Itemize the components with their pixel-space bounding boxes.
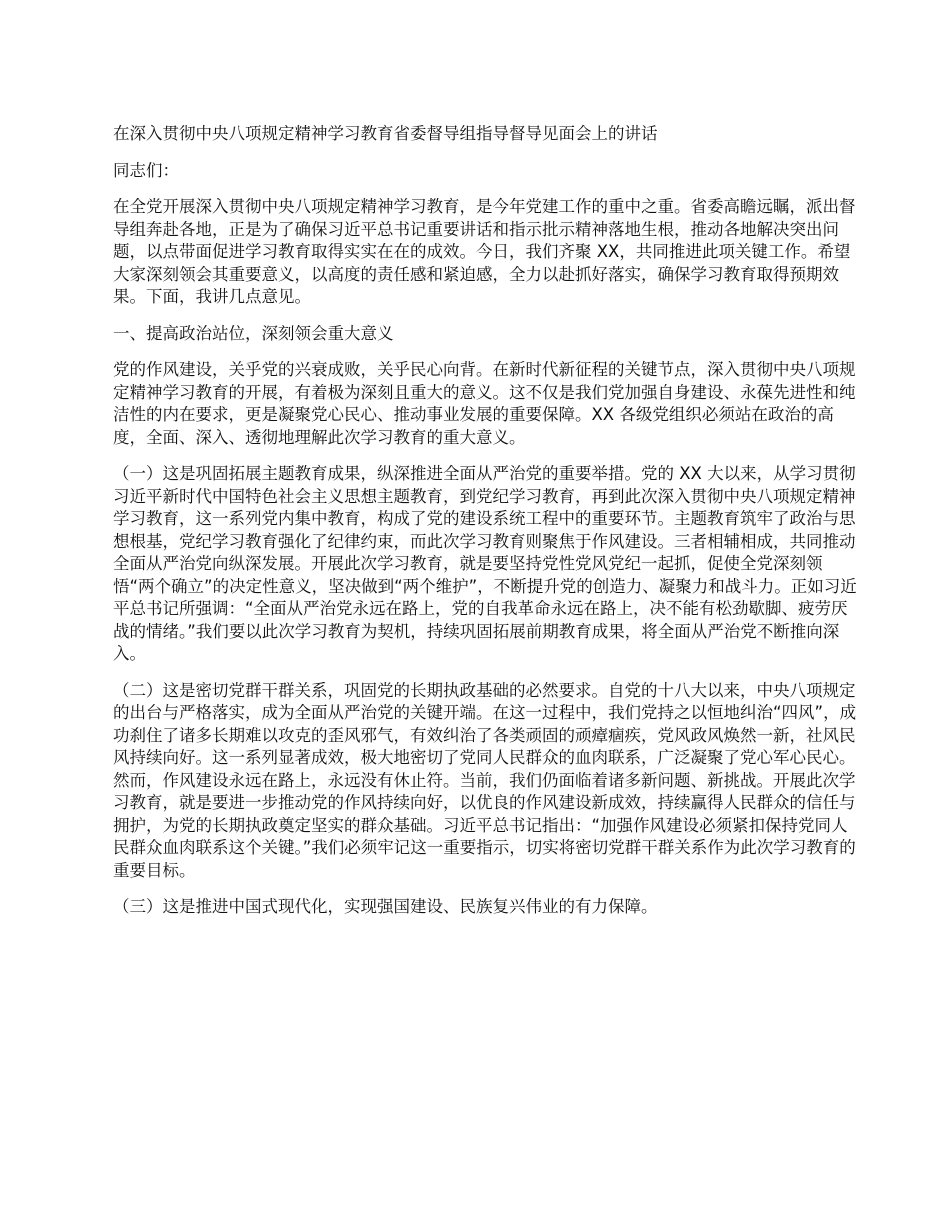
- section-heading-1: 一、提高政治站位，深刻领会重大意义: [113, 323, 394, 343]
- salutation: 同志们：: [113, 160, 179, 180]
- paragraph-point-2: （二）这是密切党群干群关系，巩固党的长期执政基础的必然要求。自党的十八大以来，中央八项规定的出台与严格落实，成为全面从严治党的关键开端。在这一过程中，我们党持之以恒地纠治“四风”，成功刹住了诸多长期难以攻克的歪风邪气，有效纠治了各类顽固的顽瘴痼疾，党风政风焕然一新，社风民风持续向好。这一系列显著成效，极大地密切了党同人民群众的血肉联系，广泛凝聚了党心军心民心。然而，作风建设永远在路上，永远没有休止符。当前，我们仍面临着诸多新问题、新挑战。开展此次学习教育，就是要进一步推动党的作风持续向好，以优良的作风建设新成效，持续赢得人民群众的信任与拥护，为党的长期执政奠定坚实的群众基础。习近平总书记指出：“加强作风建设必须紧扣保持党同人民群众血肉联系这个关键。”我们必须牢记这一重要指示，切实将密切党群干群关系作为此次学习教育的重要目标。: [113, 680, 857, 880]
- paragraph-section-1: 党的作风建设，关乎党的兴衰成败，关乎民心向背。在新时代新征程的关键节点，深入贯彻中央八项规定精神学习教育的开展，有着极为深刻且重大的意义。这不仅是我们党加强自身建设、永葆先进性和纯洁性的内在要求，更是凝聚党心民心、推动事业发展的重要保障。XX 各级党组织必须站在政治的高度，全面、深入、透彻地理解此次学习教育的重大意义。: [113, 360, 856, 447]
- paragraph-point-1: （一）这是巩固拓展主题教育成果，纵深推进全面从严治党的重要举措。党的 XX 大以来，从学习贯彻习近平新时代中国特色社会主义思想主题教育，到党纪学习教育，再到此次深入贯彻中央八项规定精神学习教育，这一系列党内集中教育，构成了党的建设系统工程中的重要环节。主题教育筑牢了政治与思想根基，党纪学习教育强化了纪律约束，而此次学习教育则聚焦于作风建设。三者相辅相成，共同推动全面从严治党向纵深发展。开展此次学习教育，就是要坚持党性党风党纪一起抓，促使全党深刻领悟“两个确立”的决定性意义，坚决做到“两个维护”，不断提升党的创造力、凝聚力和战斗力。正如习近平总书记所强调：“全面从严治党永远在路上，党的自我革命永远在路上，决不能有松劲歇脚、疲劳厌战的情绪。”我们要以此次学习教育为契机，持续巩固拓展前期教育成果，将全面从严治党不断推向深入。: [113, 464, 857, 663]
- document-title: 在深入贯彻中央八项规定精神学习教育省委督导组指导督导见面会上的讲话: [113, 124, 658, 143]
- document-page: [113, 123, 860, 933]
- paragraph-intro: 在全党开展深入贯彻中央八项规定精神学习教育，是今年党建工作的重中之重。省委高瞻远瞩，派出督导组奔赴各地，正是为了确保习近平总书记重要讲话和指示批示精神落地生根，推动各地解决突出问题，以点带面促进学习教育取得实实在在的成效。今日，我们齐聚 XX，共同推进此项关键工作。希望大家深刻领会其重要意义，以高度的责任感和紧迫感，全力以赴抓好落实，确保学习教育取得预期效果。下面，我讲几点意见。: [113, 197, 856, 306]
- paragraph-point-3: （三）这是推进中国式现代化，实现强国建设、民族复兴伟业的有力保障。: [113, 897, 658, 916]
